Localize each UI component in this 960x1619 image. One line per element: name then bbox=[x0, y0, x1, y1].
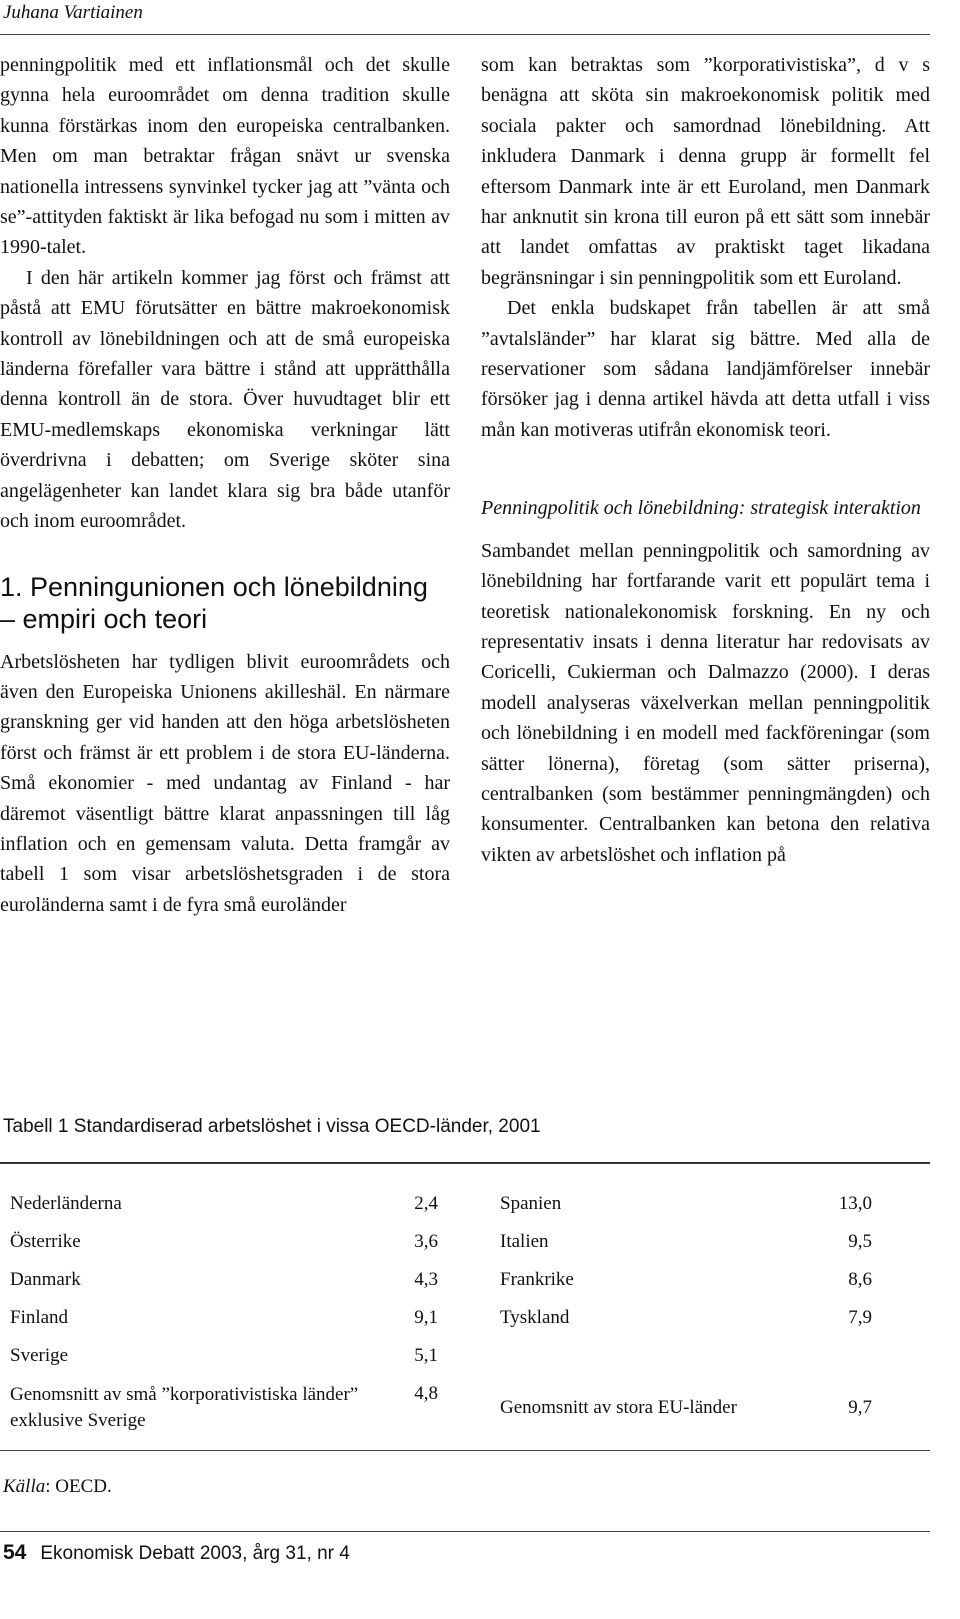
paragraph: Arbetslösheten har tydligen blivit euroområdets och även den Europeiska Unionens akilleshäl. En närmare granskning ger vid handen att den höga arbetslösheten först och främst är ett problem i de stora EU-länderna. Små ekonomier - med undantag av Finland - har däremot väsentligt bättre klarat anpassningen till låg inflation och en gemensam valuta. Detta framgår av tabell 1 som visar arbetslöshetsgraden i de stora euroländerna samt i de fyra små euroländer bbox=[0, 650, 450, 916]
table-row bbox=[500, 1192, 872, 1230]
paragraph: som kan betraktas som ”korporativistiska”, d v s benägna att sköta sin makroekonomisk politik med sociala pakter och samordnad lönebildning. Att inkludera Danmark i denna grupp är formellt fel eftersom Danmark inte är ett Euroland, men Danmark har anknutit sin krona till euron på ett sätt som innebär att landet omfattas av praktiskt taget likadana begränsningar i sin penningpolitik som ett Euroland. bbox=[481, 54, 930, 289]
country-name: Frankrike bbox=[500, 1269, 574, 1290]
table-row bbox=[10, 1344, 438, 1382]
paragraph: penningpolitik med ett inflationsmål och det skulle gynna hela euroområdet om denna tradition skulle kunna förstärkas inom den europeiska centralbanken. Men om man betraktar frågan snävt ur svenska nationella intressens synvinkel tycker jag att ”vänta och se”-attityden faktiskt är lika befogad nu som i mitten av 1990-talet. bbox=[0, 54, 450, 259]
page-footer bbox=[3, 1541, 350, 1565]
section-title: 1. Penningunionen och lönebildning – empiri och teori bbox=[0, 571, 428, 634]
table-row bbox=[10, 1230, 438, 1268]
footer-rule bbox=[0, 1531, 930, 1532]
country-name: Nederländerna bbox=[10, 1193, 122, 1214]
average-value: 9,7 bbox=[848, 1397, 872, 1418]
source-label: Källa bbox=[3, 1476, 46, 1497]
right-column bbox=[481, 50, 930, 870]
header-rule bbox=[0, 34, 930, 35]
table-caption: Tabell 1 Standardiserad arbetslöshet i vissa OECD-länder, 2001 bbox=[3, 1116, 541, 1137]
country-name: Österrike bbox=[10, 1231, 81, 1252]
country-name: Spanien bbox=[500, 1193, 562, 1214]
table-left-block bbox=[10, 1192, 438, 1440]
left-column bbox=[0, 50, 450, 920]
table-row bbox=[500, 1230, 872, 1268]
paragraph: I den här artikeln kommer jag först och främst att påstå att EMU förutsätter en bättre makroekonomisk kontroll av lönebildningen och att de små europeiska länderna förefaller vara bättre i stånd att upprätthålla denna kontroll än de stora. Över huvudtaget blir ett EMU-medlemskaps ekonomiska verkningar lätt överdrivna i debatten; om Sverige sköter sina angelägenheter kan landet klara sig bra både utanför och inom euroområdet. bbox=[0, 266, 450, 533]
page-number: 54 bbox=[3, 1541, 27, 1564]
average-label: Genomsnitt av stora EU-länder bbox=[500, 1397, 737, 1418]
unemployment-value: 3,6 bbox=[414, 1231, 438, 1252]
table-row bbox=[500, 1306, 872, 1344]
running-head: Juhana Vartiainen bbox=[3, 2, 143, 23]
country-name: Danmark bbox=[10, 1269, 81, 1290]
unemployment-value: 9,5 bbox=[848, 1231, 872, 1252]
source-value: : OECD. bbox=[45, 1476, 112, 1497]
table-row bbox=[10, 1268, 438, 1306]
table-row bbox=[500, 1268, 872, 1306]
country-name: Italien bbox=[500, 1231, 549, 1252]
subsection-title: Penningpolitik och lönebildning: strategisk interaktion bbox=[481, 497, 921, 520]
unemployment-value: 2,4 bbox=[414, 1193, 438, 1214]
table-top-rule bbox=[0, 1162, 930, 1164]
table-row bbox=[10, 1192, 438, 1230]
table-row bbox=[10, 1306, 438, 1344]
country-name: Sverige bbox=[10, 1345, 69, 1366]
journal-name: Ekonomisk Debatt 2003, årg 31, nr 4 bbox=[40, 1543, 350, 1564]
unemployment-value: 9,1 bbox=[414, 1307, 438, 1328]
table-right-block bbox=[500, 1192, 872, 1434]
unemployment-value: 4,3 bbox=[414, 1269, 438, 1290]
unemployment-value: 7,9 bbox=[848, 1307, 872, 1328]
table-row-average bbox=[500, 1396, 872, 1434]
country-name: Finland bbox=[10, 1307, 69, 1328]
table-source bbox=[3, 1476, 112, 1498]
unemployment-value: 8,6 bbox=[848, 1269, 872, 1290]
table-row-average bbox=[10, 1382, 438, 1440]
average-label: Genomsnitt av små ”korporativistiska länder” exklusive Sverige bbox=[10, 1384, 359, 1431]
average-value: 4,8 bbox=[414, 1383, 438, 1404]
unemployment-value: 13,0 bbox=[838, 1193, 872, 1214]
unemployment-value: 5,1 bbox=[414, 1345, 438, 1366]
paragraph: Sambandet mellan penningpolitik och samordning av lönebildning har fortfarande varit ett populärt tema i teoretisk nationalekonomisk forskning. En ny och representativ insats i denna literatur har redovisats av Coricelli, Cukierman och Dalmazzo (2000). I deras modell analyseras växelverkan mellan penningpolitik och lönebildning i en modell med fackföreningar (som sätter lönerna), företag (som sätter priserna), centralbanken (som bestämmer penningmängden) och konsumenter. Centralbanken kan betona den relativa vikten av arbetslöshet och inflation på bbox=[481, 539, 930, 866]
paragraph: Det enkla budskapet från tabellen är att små ”avtalsländer” har klarat sig bättre. Med alla de reservationer som sådana landjämförelser innebär försöker jag i denna artikel hävda att detta utfall i viss mån kan motiveras utifrån ekonomisk teori. bbox=[481, 297, 930, 441]
table-bottom-rule bbox=[0, 1450, 930, 1451]
country-name: Tyskland bbox=[500, 1307, 570, 1328]
